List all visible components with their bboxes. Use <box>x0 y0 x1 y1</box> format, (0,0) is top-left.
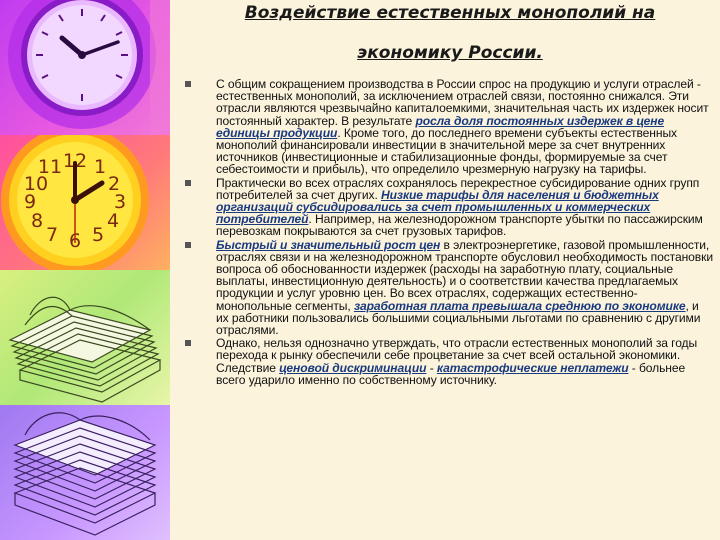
paragraph-text: Однако, нельзя однозначно утверждать, что отрасли естественных монополий за годы перехода к рынку обеспечили себе процветание за счет всей остальной экономики. Следствие <box>216 336 698 375</box>
paragraph-text: , и их работники пользовались большими социальными льготами по сравнению с другими отраслями. <box>216 298 701 338</box>
yellow-clock-icon <box>0 135 170 270</box>
bullet-square-icon <box>185 242 191 248</box>
numeral-12: 12 <box>62 150 88 172</box>
paragraph-text: в электроэнергетике, газовой промышленности, отраслях связи и на железнодорожном транспорте обусловил необходимость постановки вопроса об обоснованности издержек (расходы на заработную плату, социальные выплаты, инвестиционную деятельность) и о соответствии качества предлагаемых продукции и услуг уровню цен. Во всех отраслях, содержащих естественно-монопольные сегменты, <box>216 237 713 313</box>
left-image-strip <box>0 0 170 540</box>
highlighted-phrase: Низкие тарифы для населения и бюджетных организаций субсидировались за счет промышленных и коммерческих потребителей <box>216 187 659 227</box>
bullet-paragraph <box>183 177 713 238</box>
paragraph-text: - больнее всего ударило именно по собственному источнику. <box>216 360 686 387</box>
highlighted-phrase: катастрофические неплатежи <box>436 360 629 375</box>
paragraph-text: . Кроме того, до последнего времени субъекты естественных монополий финансировали инвестиции в значительной мере за счет внутренних источников (инвестиционные и стабилизационные фонды, формируемые за счет себестоимости и прибыль), что определило чрезмерную нагрузку на тарифы. <box>216 125 677 177</box>
highlighted-phrase: заработная плата превышала среднюю по экономике <box>353 298 686 313</box>
green-books-image <box>0 270 170 405</box>
paragraph-text: С общим сокращением производства в России спрос на продукцию и услуги отраслей - естественных монополий, за исключением отраслей связи, постоянно снижался. Эти отрасли являются чрезвычайно капиталоемкими, значительная часть их издержек носит постоянный характер. В результате <box>216 77 709 128</box>
bullet-list <box>183 78 713 387</box>
numeral-11: 11 <box>37 156 63 178</box>
bullet-square-icon <box>185 340 191 346</box>
numeral-3: 3 <box>113 191 127 213</box>
yellow-clock-image <box>0 135 170 270</box>
slide-title-line-1: Воздействие естественных монополий на <box>244 3 656 23</box>
numeral-6: 6 <box>68 230 82 252</box>
bullet-paragraph <box>183 78 713 176</box>
purple-clock-image <box>0 0 170 135</box>
numeral-1: 1 <box>93 156 107 178</box>
numeral-7: 7 <box>45 224 59 246</box>
bullet-paragraph <box>183 337 713 386</box>
paragraph-text: . Например, на железнодорожном транспорте убытки по пассажирским перевозкам покрываются за счет грузовых тарифов. <box>216 212 703 239</box>
paragraph-text: Практически во всех отраслях сохранялось перекрестное субсидирование одних групп потребителей за счет других. <box>216 175 700 202</box>
numeral-2: 2 <box>107 173 121 195</box>
books-stack-icon-purple <box>0 405 170 540</box>
highlighted-phrase: росла доля постоянных издержек в цене единицы продукции <box>216 113 665 140</box>
highlighted-phrase: Быстрый и значительный рост цен <box>216 237 441 252</box>
slide-title-line-2: экономику России. <box>357 43 543 63</box>
numeral-8: 8 <box>30 210 44 232</box>
numeral-9: 9 <box>23 191 37 213</box>
bullet-paragraph <box>183 239 713 337</box>
purple-clock-icon <box>0 0 170 135</box>
bullet-square-icon <box>185 81 191 87</box>
paragraph-text: - <box>426 360 437 375</box>
numeral-10: 10 <box>23 173 49 195</box>
numeral-4: 4 <box>106 210 120 232</box>
numeral-5: 5 <box>91 224 105 246</box>
highlighted-phrase: ценовой дискриминации <box>279 360 427 375</box>
purple-books-image <box>0 405 170 540</box>
books-stack-icon <box>0 270 170 405</box>
bullet-square-icon <box>185 180 191 186</box>
